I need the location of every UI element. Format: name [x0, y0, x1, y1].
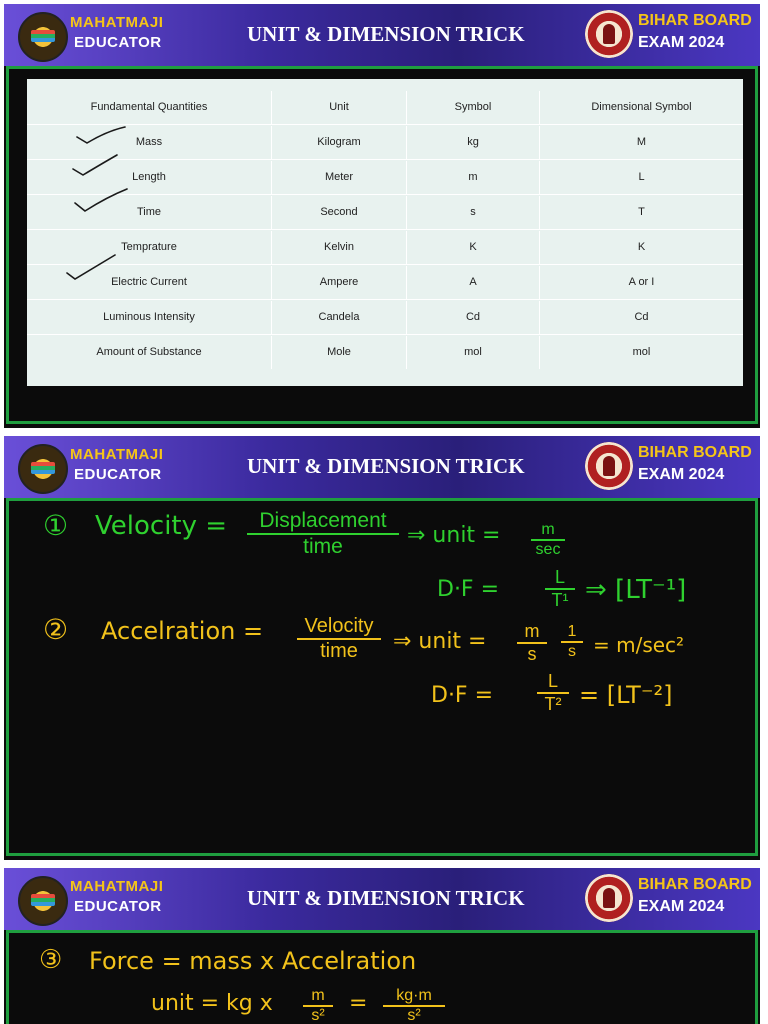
note-3-marker: ③ — [39, 945, 63, 975]
unit-cell: Kilogram — [272, 126, 407, 159]
fraction-denominator: s — [527, 644, 537, 664]
mahatmaji-logo — [18, 12, 68, 62]
board-line-2: EXAM 2024 — [638, 34, 725, 51]
fraction-denominator: s² — [311, 1007, 325, 1024]
symbol-cell: A — [407, 266, 540, 299]
dim-cell: M — [636, 136, 647, 148]
note-1-label: Velocity = — [95, 511, 228, 541]
board-line-2: EXAM 2024 — [638, 898, 725, 915]
fraction-denominator: s — [568, 643, 576, 660]
symbol-cell: Cd — [407, 301, 540, 334]
symbol-cell: mol — [407, 336, 540, 369]
fraction-denominator: T² — [544, 694, 562, 714]
brand-line-1: MAHATMAJI — [70, 14, 164, 31]
unit-cell: Meter — [272, 161, 407, 194]
brand-line-1: MAHATMAJI — [70, 878, 164, 895]
notes-frame — [6, 498, 758, 856]
unit-cell: Mole — [272, 336, 407, 369]
seal-figure-icon — [603, 24, 615, 44]
unit-fraction-2 — [383, 987, 445, 1024]
unit-fraction-2 — [561, 623, 583, 661]
note-2-df-result: = [LT⁻²] — [579, 681, 673, 709]
fraction-denominator: T¹ — [551, 590, 569, 610]
dim-cell: A or I — [628, 276, 655, 288]
board-line-2: EXAM 2024 — [638, 466, 725, 483]
unit-fraction-1 — [303, 987, 333, 1024]
note-3-unit-text: unit = kg x — [151, 991, 273, 1016]
board-line-1: BIHAR BOARD — [638, 444, 752, 461]
accel-fraction — [297, 615, 381, 663]
bihar-board-seal — [585, 874, 633, 922]
note-2-label: Accelration = — [101, 617, 264, 645]
page-title: UNIT & DIMENSION TRICK — [247, 22, 525, 46]
brand-line-2: EDUCATOR — [74, 34, 162, 51]
mahatmaji-logo — [18, 876, 68, 926]
symbol-cell: m — [407, 161, 540, 194]
quantity-cell: Electric Current — [27, 266, 272, 299]
books-icon — [31, 30, 55, 42]
unit-fraction — [531, 521, 565, 559]
brand-line-2: EDUCATOR — [74, 466, 162, 483]
brand-line-1: MAHATMAJI — [70, 446, 164, 463]
handwritten-tick-marks — [27, 79, 743, 386]
brand-line-2: EDUCATOR — [74, 898, 162, 915]
note-3-line: Force = mass x Accelration — [89, 947, 417, 975]
header-cell: Fundamental Quantities — [27, 91, 272, 124]
fraction-denominator: time — [320, 640, 358, 662]
seal-figure-icon — [603, 456, 615, 476]
unit-fraction-1 — [517, 621, 547, 665]
fraction-numerator: kg·m — [383, 987, 445, 1007]
unit-cell: Candela — [272, 301, 407, 334]
note-2-df-text: D·F = — [431, 683, 494, 708]
banner — [4, 436, 760, 498]
fraction-denominator: time — [303, 535, 343, 558]
fraction-denominator: sec — [535, 541, 561, 558]
slide-2 — [4, 436, 760, 860]
unit-cell: Second — [272, 196, 407, 229]
note-1-df-text: D·F = — [437, 577, 500, 602]
bihar-board-seal — [585, 10, 633, 58]
dim-cell: K — [637, 241, 646, 253]
dim-cell: Cd — [634, 311, 649, 323]
fraction-numerator: m — [531, 521, 565, 541]
note-2-marker: ② — [43, 613, 69, 646]
note-3-unit-eq: = — [349, 991, 368, 1016]
symbol-cell: kg — [407, 126, 540, 159]
units-table — [27, 79, 743, 386]
board-line-1: BIHAR BOARD — [638, 876, 752, 893]
seal-figure-icon — [603, 888, 615, 908]
books-icon — [31, 894, 55, 906]
quantity-cell: Amount of Substance — [27, 336, 272, 369]
dim-cell: L — [638, 171, 645, 183]
fraction-numerator: m — [517, 621, 547, 644]
header-cell: Dimensional Symbol — [591, 101, 692, 113]
notes-frame — [6, 930, 758, 1024]
banner — [4, 868, 760, 930]
fraction-numerator: L — [537, 671, 569, 694]
banner — [4, 4, 760, 66]
content-frame — [6, 66, 758, 424]
tick-mark-time — [75, 189, 127, 211]
fraction-denominator: s² — [407, 1007, 421, 1024]
unit-cell: Kelvin — [272, 231, 407, 264]
page-title: UNIT & DIMENSION TRICK — [247, 454, 525, 478]
board-line-1: BIHAR BOARD — [638, 12, 752, 29]
tick-mark-length — [73, 155, 117, 175]
symbol-cell: K — [407, 231, 540, 264]
slide-3 — [4, 868, 760, 1024]
dim-cell: T — [638, 206, 645, 218]
header-cell: Symbol — [407, 91, 540, 124]
quantity-cell: Time — [27, 196, 272, 229]
symbol-cell: s — [407, 196, 540, 229]
note-1-marker: ① — [43, 509, 69, 542]
note-1-df-result: ⇒ [LT⁻¹] — [585, 575, 687, 605]
note-2-unit-text: ⇒ unit = — [393, 629, 487, 654]
bihar-board-seal — [585, 442, 633, 490]
mahatmaji-logo — [18, 444, 68, 494]
tick-mark-mass — [77, 127, 125, 143]
note-1-unit-text: ⇒ unit = — [407, 523, 501, 548]
quantity-cell: Mass — [27, 126, 272, 159]
df-fraction — [537, 671, 569, 715]
books-icon — [31, 462, 55, 474]
tick-mark-current — [67, 255, 115, 279]
dim-cell: mol — [632, 346, 651, 358]
note-2-unit-result: = m/sec² — [593, 633, 685, 657]
quantity-cell: Temprature — [27, 231, 272, 264]
velocity-fraction — [247, 509, 399, 559]
fraction-numerator: 1 — [561, 623, 583, 643]
fraction-numerator: m — [303, 987, 333, 1007]
page-title: UNIT & DIMENSION TRICK — [247, 886, 525, 910]
fraction-numerator: Displacement — [247, 509, 399, 535]
quantity-cell: Length — [27, 161, 272, 194]
header-cell: Unit — [272, 91, 407, 124]
fraction-numerator: Velocity — [297, 615, 381, 640]
df-fraction — [545, 567, 575, 611]
fraction-numerator: L — [545, 567, 575, 590]
slide-1 — [4, 4, 760, 428]
unit-cell: Ampere — [272, 266, 407, 299]
quantity-cell: Luminous Intensity — [27, 301, 272, 334]
